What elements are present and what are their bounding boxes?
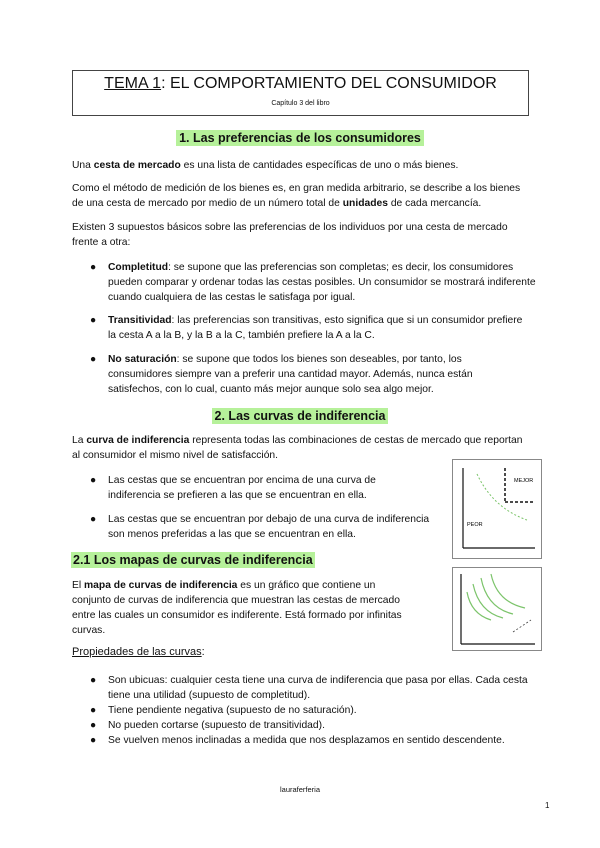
props-title-line: Propiedades de las curvas: — [72, 646, 205, 658]
label-worse: PEOR — [467, 522, 483, 528]
footer-author: lauraferferia — [279, 785, 321, 794]
title-box — [72, 70, 529, 116]
section1-heading-wrap — [0, 129, 600, 147]
section1-p2: Como el método de medición de los bienes es, en gran medida arbitrario, se describe a los bienes de una cesta de mercado por medio de un número total de unidades de cada mercancía. — [72, 183, 521, 209]
bullet-transitividad: ● Transitividad: las preferencias son transitivas, esto significa que si un consumidor prefiere la cesta A a la B, y la B a la C, también prefiere la A a la C. — [90, 315, 523, 341]
bullet-no-saturacion: ● No saturación: se supone que todos los bienes son deseables, por tanto, los consumidores siempre van a preferir una cantidad mayor. Además, nunca están satisfechos, con lo cual, cuanto más mejor aunque solo sea algo mejor. — [90, 354, 473, 395]
indifference-curve-chart — [452, 459, 542, 559]
section1-heading: 1. Las preferencias de los consumidores — [176, 130, 424, 146]
prop-ubicuas: ● Son ubicuas: cualquier cesta tiene una curva de indiferencia que pasa por ellas. Cada cesta tiene una utilidad (supuesto de completitud). — [90, 675, 528, 701]
prop-inclinadas: ● Se vuelven menos inclinadas a medida que nos desplazamos en sentido descendente. — [90, 735, 505, 746]
section2-heading: 2. Las curvas de indiferencia — [212, 408, 389, 424]
label-better: MEJOR — [514, 478, 534, 484]
section21-heading-wrap — [71, 551, 315, 569]
page-title — [73, 75, 528, 93]
subtitle: Capítulo 3 del libro — [271, 100, 330, 107]
section1-p3: Existen 3 supuestos básicos sobre las preferencias de los individuos por una cesta de mercado frente a otra: — [72, 222, 508, 248]
direction-line — [513, 620, 531, 632]
indifference-map-svg — [453, 568, 541, 650]
indifference-map-chart — [452, 567, 542, 651]
title-rest: : EL COMPORTAMIENTO DEL CONSUMIDOR — [161, 75, 497, 92]
title-link: TEMA 1 — [104, 75, 162, 92]
section21-p1: El mapa de curvas de indiferencia es un gráfico que contiene un conjunto de curvas de indiferencia que muestran las cestas de mercado entre las cuales un consumidor es indiferente. Está formado por infinitas curvas. — [72, 580, 402, 636]
bullet-completitud: ● Completitud: se supone que las preferencias son completas; es decir, los consumidores pueden comparar y ordenar todas las cestas posibles. Un consumidor se mostrará indiferente cuando cualquiera de las cestas le satisfaga por igual. — [90, 262, 536, 303]
indifference-curve-svg — [453, 460, 541, 558]
curve-4 — [491, 574, 525, 608]
section2-heading-wrap — [0, 407, 600, 425]
prop-pendiente: ● Tiene pendiente negativa (supuesto de no saturación). — [90, 705, 357, 716]
bullet-above-curve: ● Las cestas que se encuentran por encima de una curva de indiferencia se prefieren a las que se encuentran en ella. — [90, 475, 376, 501]
section2-p1: La curva de indiferencia representa todas las combinaciones de cestas de mercado que reportan al consumidor el mismo nivel de satisfacción. — [72, 435, 523, 461]
bullet-below-curve: ● Las cestas que se encuentran por debajo de una curva de indiferencia son menos preferidas a las que se encuentran en ella. — [90, 514, 430, 540]
prop-cortarse: ● No pueden cortarse (supuesto de transitividad). — [90, 720, 325, 731]
section21-heading: 2.1 Los mapas de curvas de indiferencia — [73, 553, 313, 567]
page-number: 1 — [545, 801, 550, 810]
section1-p1: Una cesta de mercado es una lista de cantidades específicas de uno o más bienes. — [72, 160, 459, 171]
props-title: Propiedades de las curvas — [72, 646, 202, 658]
